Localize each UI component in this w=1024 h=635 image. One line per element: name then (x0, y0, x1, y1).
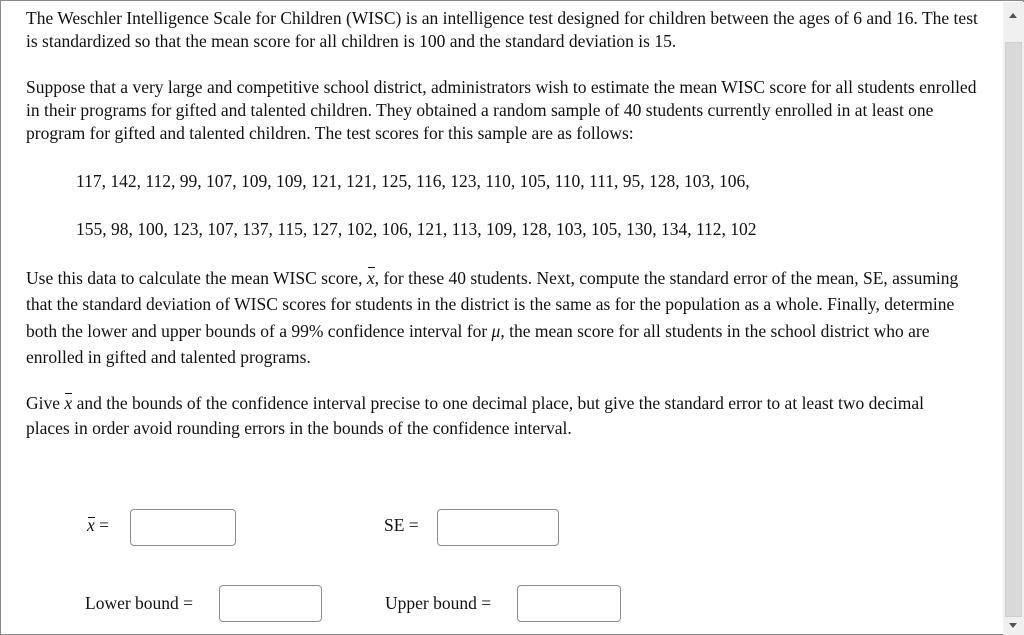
rounding-paragraph (26, 391, 956, 441)
xbar-symbol: x (87, 515, 95, 535)
lower-bound-label: Lower bound = (85, 593, 194, 613)
intro-paragraph: The Weschler Intelligence Scale for Children (WISC) is an intelligence test designed for children between the ages of 6 and 16. The test is standardized so that the mean score for all children is 100 and the standard deviation is 15. (26, 8, 978, 51)
xbar-input[interactable] (130, 509, 236, 546)
vertical-scrollbar[interactable] (1003, 2, 1024, 635)
scores-line-2: 155, 98, 100, 123, 107, 137, 115, 127, 102, 106, 121, 113, 109, 128, 103, 105, 130, 134, 112, 102 (76, 219, 757, 239)
se-input[interactable] (437, 509, 559, 546)
se-answer-label: SE = (384, 515, 419, 535)
rounding-text-1: Give (26, 393, 65, 414)
lower-bound-input[interactable] (219, 585, 322, 622)
upper-bound-label: Upper bound = (385, 593, 492, 613)
task-text-1: Use this data to calculate the mean WISC score, (26, 268, 367, 288)
xbar-symbol: x (367, 265, 375, 291)
question-content (26, 7, 986, 441)
scroll-down-button[interactable] (1003, 617, 1024, 635)
scroll-thumb[interactable] (1005, 42, 1022, 617)
scenario-paragraph: Suppose that a very large and competitive school district, administrators wish to estimate the mean WISC score for all students enrolled in their programs for gifted and talented children. They obtained a random sample of 40 students currently enrolled in at least one program for gifted and talented children. The test scores for this sample are as follows: (26, 77, 977, 143)
scroll-up-button[interactable] (1003, 2, 1024, 32)
xbar-equals: = (99, 515, 110, 535)
mu-symbol: μ (491, 320, 501, 341)
task-paragraph (26, 265, 981, 370)
upper-bound-input[interactable] (517, 585, 621, 622)
task-text-3: , the mean score for all students in the school district who are enrolled in gifted and talented programs. (26, 320, 930, 367)
xbar-symbol: x (64, 391, 72, 416)
scores-line-1: 117, 142, 112, 99, 107, 109, 109, 121, 121, 125, 116, 123, 110, 105, 110, 111, 95, 128, 103, 106, (76, 171, 750, 191)
task-text-2: , for these 40 students. Next, compute the standard error of the mean, SE, assuming that the standard deviation of WISC scores for students in the district is the same as for the population as a whole. Finally, determine both the lower and upper bounds of a 99% confidence interval for (26, 268, 959, 341)
xbar-answer-label (87, 515, 109, 535)
rounding-text-2: and the bounds of the confidence interval precise to one decimal place, but give the standard error to at least two decimal places in order avoid rounding errors in the bounds of the confidence interval. (26, 393, 925, 439)
